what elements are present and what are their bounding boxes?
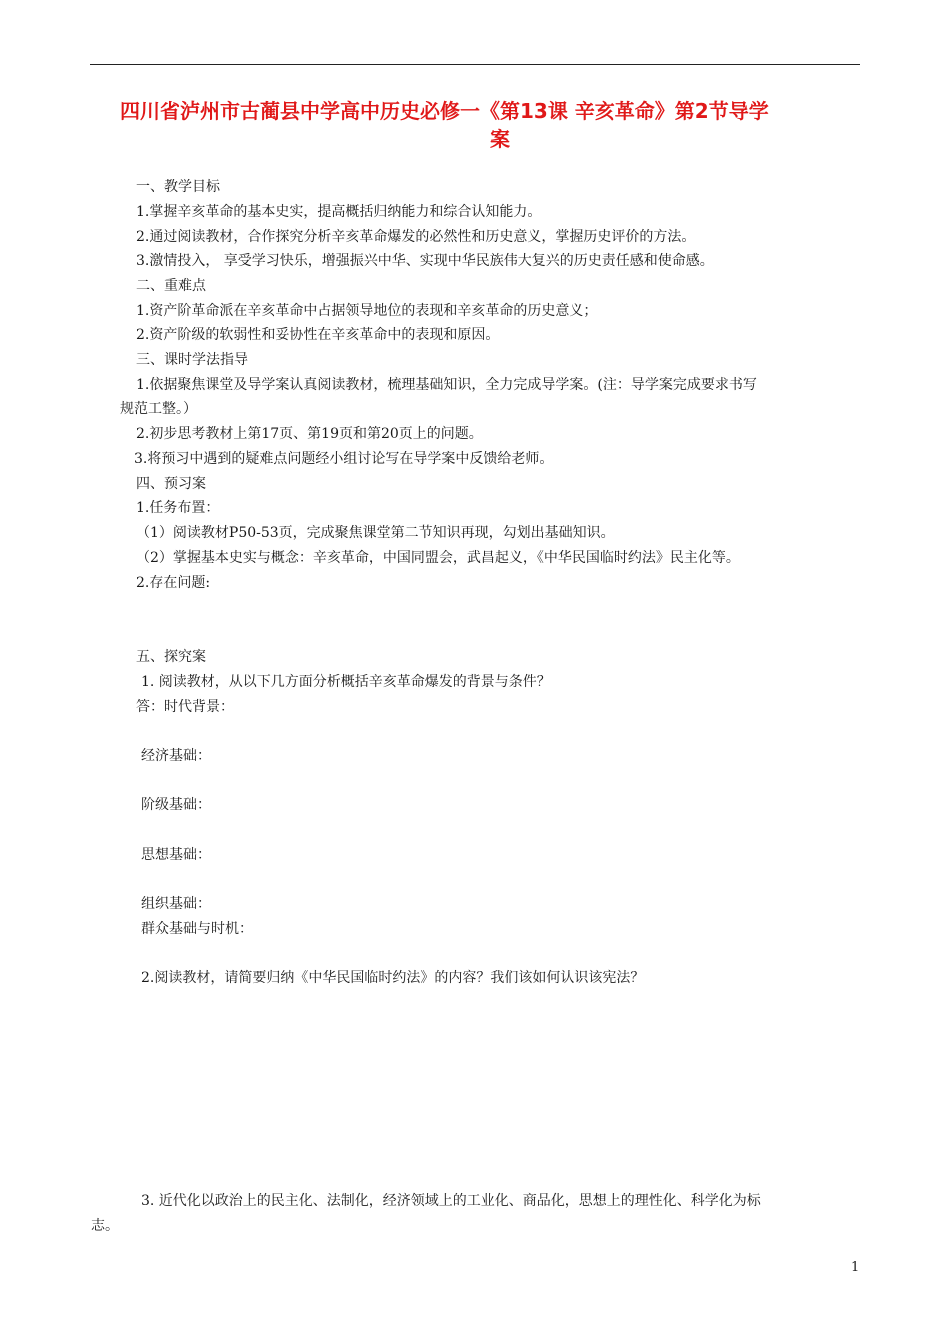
title-line-1: 四川省泸州市古蔺县中学高中历史必修一《第13课 辛亥革命》第2节导学 xyxy=(120,99,769,123)
objective-2: 2.通过阅读教材，合作探究分析辛亥革命爆发的必然性和历史意义，掌握历史评价的方法。 xyxy=(136,229,696,245)
method-2: 2.初步思考教材上第17页、第19页和第20页上的问题。 xyxy=(136,426,483,442)
answer-ideological-basis: 思想基础： xyxy=(141,847,211,863)
key-point-2: 2.资产阶级的软弱性和妥协性在辛亥革命中的表现和原因。 xyxy=(136,327,500,343)
section-heading-inquiry: 五、探究案 xyxy=(136,649,206,665)
section-heading-objectives: 一、教学目标 xyxy=(136,179,220,195)
title-line-2: 案 xyxy=(490,127,510,151)
document-title xyxy=(120,97,880,153)
inquiry-question-1: 1. 阅读教材，从以下几方面分析概括辛亥革命爆发的背景与条件？ xyxy=(141,674,551,690)
inquiry-question-3-continued: 志。 xyxy=(91,1218,119,1234)
answer-economic-basis: 经济基础： xyxy=(141,748,211,764)
inquiry-question-3: 3. 近代化以政治上的民主化、法制化，经济领域上的工业化、商品化，思想上的理性化、科学化为标 xyxy=(141,1193,761,1209)
key-point-1: 1.资产阶革命派在辛亥革命中占据领导地位的表现和辛亥革命的历史意义； xyxy=(136,303,598,319)
method-3: 3.将预习中遇到的疑难点问题经小组讨论写在导学案中反馈给老师。 xyxy=(134,451,554,467)
method-1: 1.依据聚焦课堂及导学案认真阅读教材，梳理基础知识，全力完成导学案。(注：导学案完成要求书写 xyxy=(136,377,757,393)
preview-problems: 2.存在问题: xyxy=(136,575,211,591)
preview-task-2: （2）掌握基本史实与概念：辛亥革命，中国同盟会，武昌起义，《中华民国临时约法》民主化等。 xyxy=(136,550,740,566)
answer-era-background: 答：时代背景： xyxy=(136,699,234,715)
method-1-continued: 规范工整。） xyxy=(120,401,197,417)
inquiry-question-2: 2.阅读教材，请简要归纳《中华民国临时约法》的内容？我们该如何认识该宪法？ xyxy=(141,970,645,986)
answer-mass-basis: 群众基础与时机： xyxy=(141,921,253,937)
section-heading-preview: 四、预习案 xyxy=(136,476,206,492)
section-heading-method: 三、课时学法指导 xyxy=(136,352,248,368)
answer-organizational-basis: 组织基础： xyxy=(141,896,211,912)
header-rule xyxy=(90,64,860,65)
preview-task: 1.任务布置： xyxy=(136,500,220,516)
section-heading-key-points: 二、重难点 xyxy=(136,278,206,294)
objective-1: 1.掌握辛亥革命的基本史实，提高概括归纳能力和综合认知能力。 xyxy=(136,204,542,220)
answer-class-basis: 阶级基础： xyxy=(141,797,211,813)
preview-task-1: （1）阅读教材P50-53页，完成聚焦课堂第二节知识再现，勾划出基础知识。 xyxy=(136,525,615,541)
page-number: 1 xyxy=(851,1260,860,1275)
objective-3: 3.激情投入， 享受学习快乐，增强振兴中华、实现中华民族伟大复兴的历史责任感和使命感。 xyxy=(136,253,714,269)
